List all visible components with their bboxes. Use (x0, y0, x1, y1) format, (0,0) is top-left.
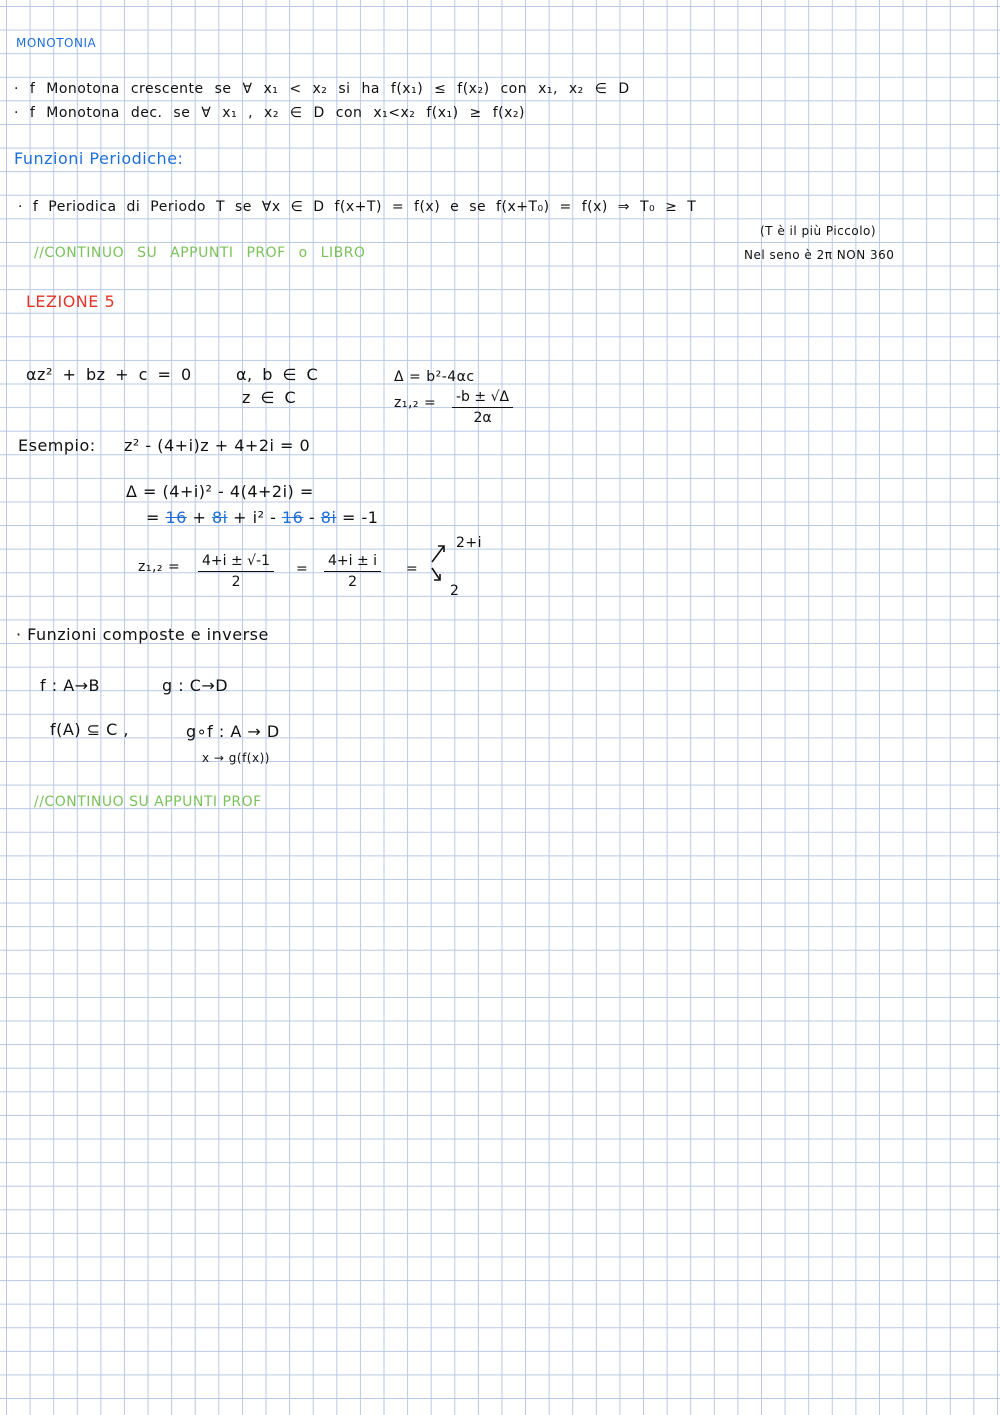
delta-ex-struck-16a: 16 (165, 508, 187, 527)
note-continuo-appunti-libro: //CONTINUO SU APPUNTI PROF o LIBRO (34, 245, 366, 261)
delta-ex-mid3: - (303, 508, 321, 527)
root-lower: 2 (450, 583, 460, 599)
delta-ex-result: = -1 (336, 508, 379, 527)
roots-label: z₁,₂ = (394, 395, 437, 411)
delta-ex-struck-16b: 16 (281, 508, 304, 527)
discriminant-formula: Δ = b²-4αc (394, 369, 475, 385)
z12-equals-2: = (406, 561, 419, 577)
heading-lezione-5: LEZIONE 5 (26, 292, 116, 311)
composte-image-subset: f(A) ⊆ C , (50, 720, 129, 739)
delta-ex-prefix: = (146, 508, 166, 527)
delta-ex-struck-8ia: 8i (211, 508, 228, 527)
delta-ex-mid2: + i² - (227, 508, 282, 527)
z12-label: z₁,₂ = (138, 559, 181, 575)
esempio-equation: z² - (4+i)z + 4+2i = 0 (124, 436, 311, 455)
composte-gof-mapping: g∘f : A → D (186, 722, 280, 741)
z12-denominator-1: 2 (231, 574, 241, 590)
z12-numerator-1: 4+i ± √-1 (198, 554, 274, 572)
periodica-note-seno: Nel seno è 2π NON 360 (744, 248, 895, 262)
note-continuo-appunti-prof: //CONTINUO SU APPUNTI PROF (34, 794, 262, 810)
roots-numerator: -b ± √Δ (452, 390, 513, 408)
delta-ex-mid1: + (186, 508, 212, 527)
roots-denominator: 2α (473, 410, 492, 426)
composte-x-mapping: x → g(f(x)) (202, 751, 270, 765)
delta-example-line2 (146, 510, 378, 526)
z12-fraction-1 (198, 554, 274, 589)
roots-fraction (452, 390, 513, 425)
z-set: z ∈ C (242, 388, 297, 407)
composte-g-mapping: g : C→D (162, 676, 229, 695)
heading-funzioni-periodiche: Funzioni Periodiche: (14, 149, 184, 168)
quadratic-equation: αz² + bz + c = 0 (26, 365, 192, 384)
monotonia-decrescente-line: · f Monotona dec. se ∀ x₁ , x₂ ∈ D con x₁<x₂ f(x₁) ≥ f(x₂) (14, 105, 525, 121)
esempio-label: Esempio: (18, 436, 96, 455)
monotonia-crescente-line: · f Monotona crescente se ∀ x₁ < x₂ si ha f(x₁) ≤ f(x₂) con x₁, x₂ ∈ D (14, 81, 630, 97)
root-upper: 2+i (456, 535, 483, 551)
z12-equals-1: = (296, 561, 309, 577)
z12-numerator-2: 4+i ± i (324, 554, 381, 572)
composte-f-mapping: f : A→B (40, 676, 101, 695)
delta-ex-struck-8ib: 8i (320, 508, 337, 527)
z12-fraction-2 (324, 554, 381, 589)
heading-monotonia: MONOTONIA (16, 36, 97, 50)
coefficients-set: α, b ∈ C (236, 365, 319, 384)
periodica-definition-line: · f Periodica di Periodo T se ∀x ∈ D f(x+T) = f(x) e se f(x+T₀) = f(x) ⇒ T₀ ≥ T (18, 199, 697, 215)
composte-title: · Funzioni composte e inverse (16, 625, 269, 644)
periodica-note-smallest: (T è il più Piccolo) (760, 224, 877, 238)
delta-example-line1: Δ = (4+i)² - 4(4+2i) = (126, 482, 314, 501)
z12-denominator-2: 2 (348, 574, 357, 590)
